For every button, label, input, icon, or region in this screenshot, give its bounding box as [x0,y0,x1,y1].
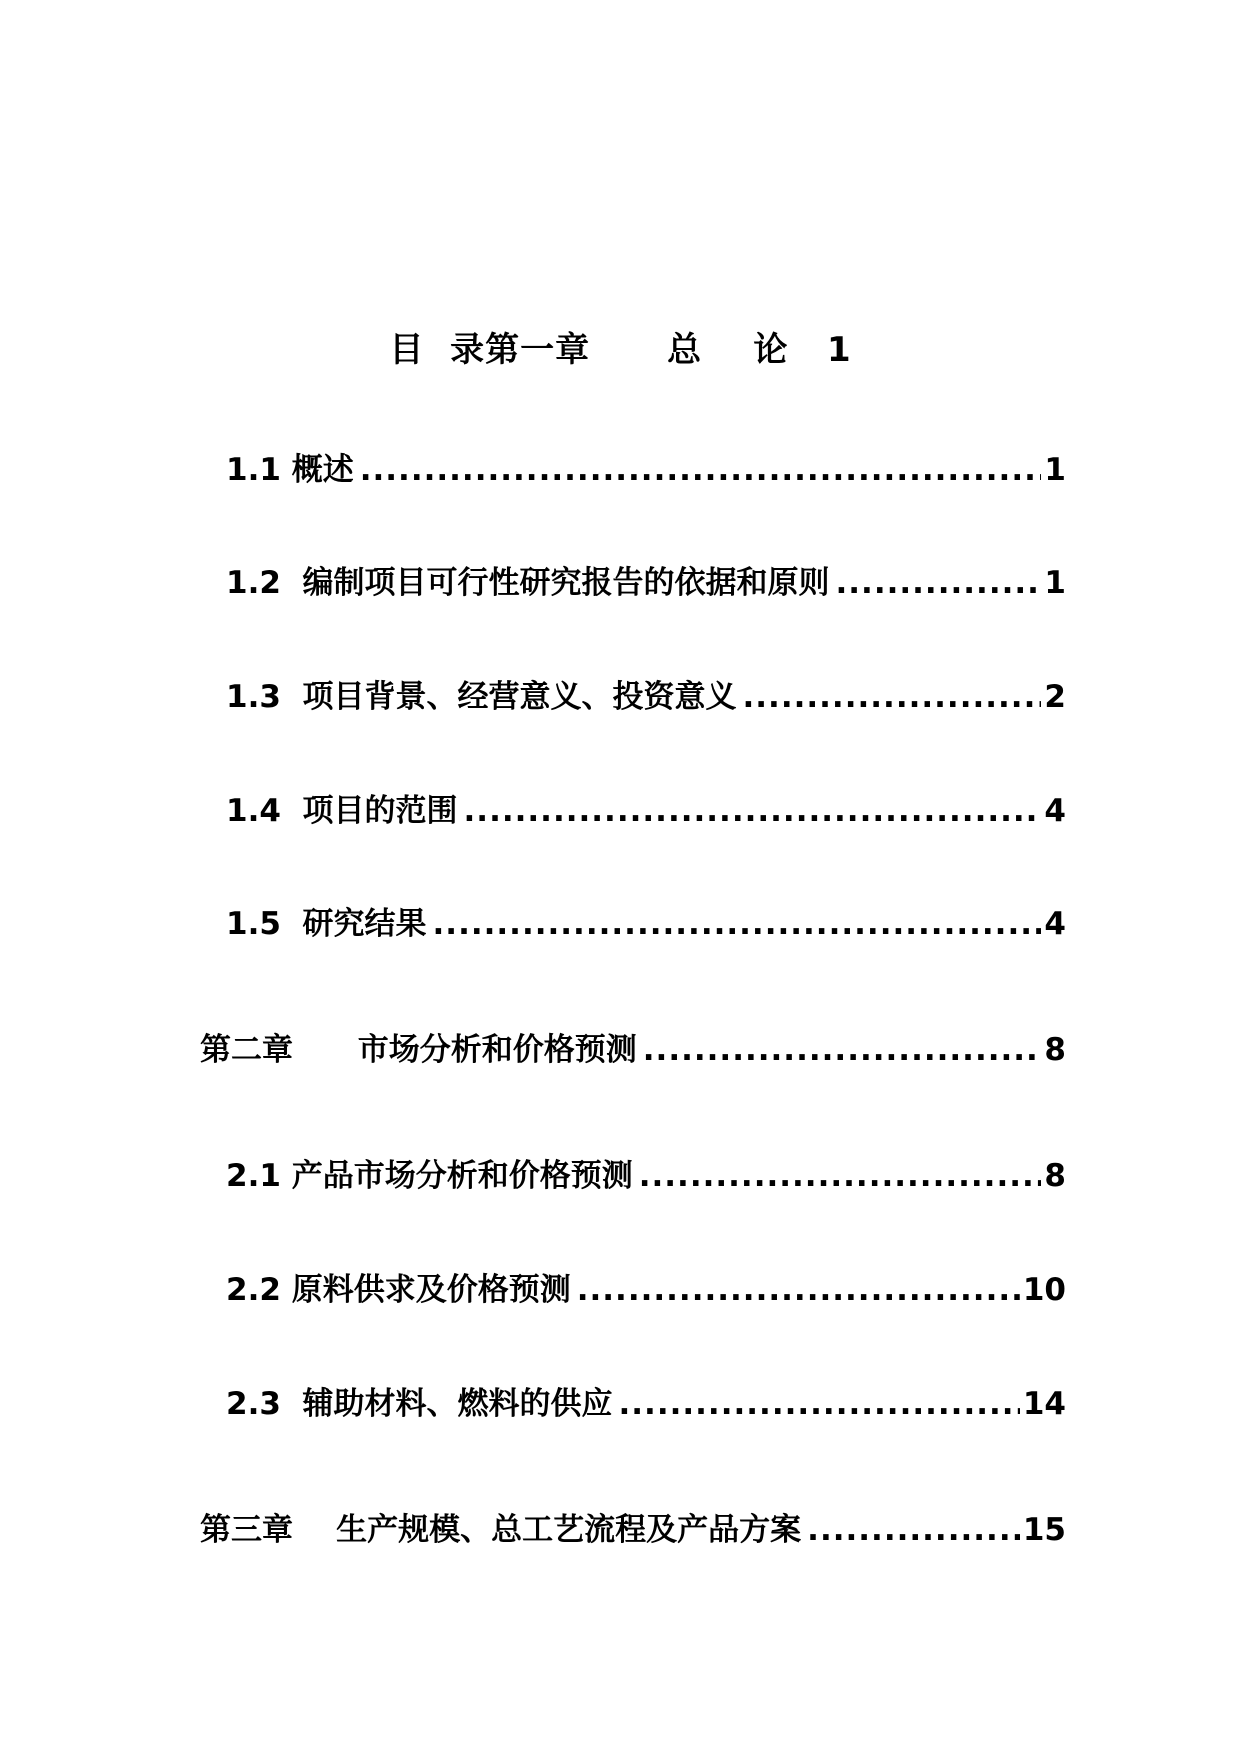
toc-dot-leader [643,1028,1042,1072]
toc-entry-page: 1 [1044,452,1066,488]
toc-entry-label: 1.1 概述 [226,452,354,488]
toc-entry-page: 4 [1044,793,1066,829]
toc-entry-label: 1.5 研究结果 [226,906,427,942]
toc-dot-leader [619,1382,1020,1426]
toc-entry[interactable] [226,902,1066,946]
toc-entry-page: 15 [1022,1512,1066,1548]
toc-entry-page: 14 [1022,1386,1066,1422]
toc-chapter-entry[interactable] [200,1028,1066,1072]
toc-dot-leader [577,1268,1020,1312]
toc-title: 目 录第一章 总 论 1 [389,330,852,370]
toc-dot-leader [360,448,1042,492]
toc-entry-label: 2.1 产品市场分析和价格预测 [226,1158,633,1194]
toc-entry[interactable] [226,1382,1066,1426]
toc-entry[interactable] [226,1154,1066,1198]
toc-dot-leader [807,1508,1020,1552]
toc-entry-page: 4 [1044,906,1066,942]
toc-dot-leader [464,789,1042,833]
toc-entry[interactable] [226,675,1066,719]
toc-entry[interactable] [226,561,1066,605]
toc-entry[interactable] [226,789,1066,833]
toc-dot-leader [836,561,1042,605]
toc-entry-label: 1.3 项目背景、经营意义、投资意义 [226,679,737,715]
toc-entry-label: 1.2 编制项目可行性研究报告的依据和原则 [226,565,830,601]
toc-entry-label: 1.4 项目的范围 [226,793,458,829]
toc-entry[interactable] [226,1268,1066,1312]
toc-chapter-entry[interactable] [200,1508,1066,1552]
toc-entry-label: 第二章 市场分析和价格预测 [200,1032,637,1068]
toc-entry[interactable] [226,448,1066,492]
toc-entry-page: 1 [1044,565,1066,601]
toc-dot-leader [639,1154,1042,1198]
toc-entry-label: 2.2 原料供求及价格预测 [226,1272,571,1308]
toc-dot-leader [433,902,1042,946]
toc-entry-label: 2.3 辅助材料、燃料的供应 [226,1386,613,1422]
toc-entry-page: 8 [1044,1158,1066,1194]
toc-entry-page: 10 [1022,1272,1066,1308]
toc-entry-page: 8 [1044,1032,1066,1068]
toc-entry-label: 第三章 生产规模、总工艺流程及产品方案 [200,1512,802,1548]
toc-entry-page: 2 [1044,679,1066,715]
toc-dot-leader [743,675,1042,719]
